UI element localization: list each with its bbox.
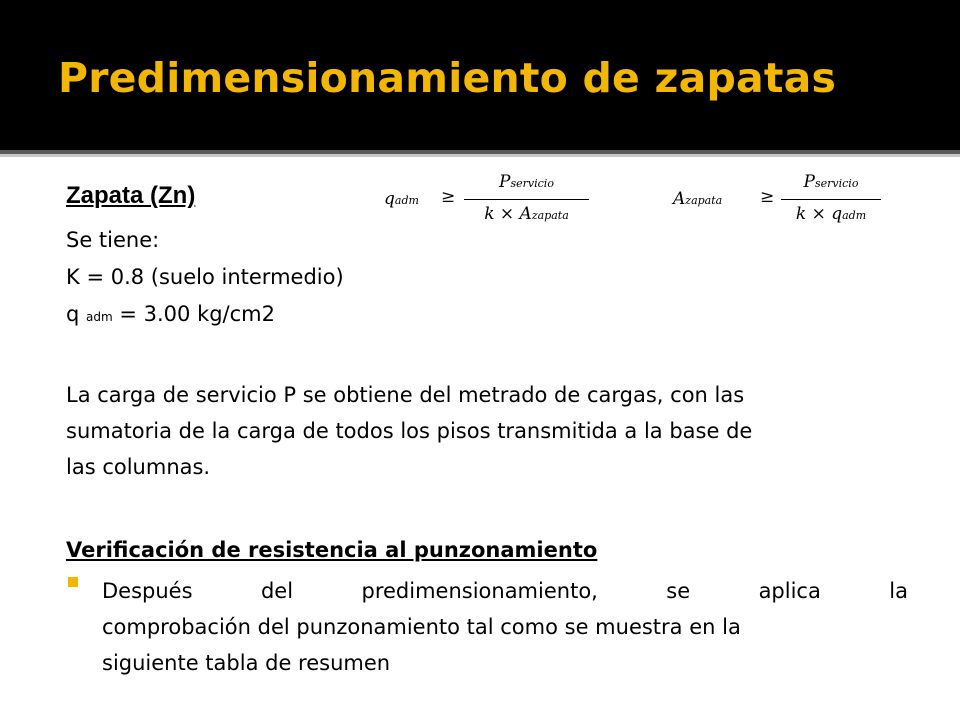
formula-denominator: k × qadm	[795, 204, 867, 224]
formula-relation: ≥	[760, 187, 775, 207]
formula-lhs: Azapata	[673, 189, 723, 209]
verification-heading: Verificación de resistencia al punzonamiento	[66, 538, 598, 562]
bullet-marker	[68, 577, 78, 587]
slide-title: Predimensionamiento de zapatas	[58, 54, 837, 102]
paragraph-line: las columnas.	[66, 455, 211, 479]
qadm-symbol: q	[66, 302, 87, 326]
formula-lhs: qadm	[384, 189, 419, 209]
qadm-value	[66, 302, 275, 326]
formula-numerator: Pservicio	[803, 172, 859, 192]
paragraph-line: La carga de servicio P se obtiene del metrado de cargas, con las	[66, 383, 745, 407]
formula-relation: ≥	[441, 187, 456, 207]
formula-denominator: k × Azapata	[484, 204, 569, 224]
formula-qadm	[384, 172, 594, 232]
title-divider-light	[0, 154, 960, 157]
bullet-line: comprobación del punzonamiento tal como se muestra en la	[102, 615, 741, 639]
bullet-line: Después del predimensionamiento, se aplica la	[102, 579, 908, 603]
title-bar	[0, 0, 960, 150]
bullet-line: siguiente tabla de resumen	[102, 651, 391, 675]
formula-numerator: Pservicio	[499, 172, 554, 192]
section-heading: Zapata (Zn)	[66, 182, 196, 209]
fraction-bar	[464, 199, 589, 200]
service-load-paragraph	[66, 377, 911, 485]
formula-azapata	[673, 172, 888, 232]
fraction-bar	[781, 199, 881, 200]
qadm-amount: = 3.00 kg/cm2	[112, 302, 275, 326]
given-label: Se tiene:	[66, 228, 160, 252]
k-value: K = 0.8 (suelo intermedio)	[66, 265, 344, 289]
verification-bullet	[102, 573, 908, 681]
qadm-subscript: adm	[86, 310, 113, 324]
paragraph-line: sumatoria de la carga de todos los pisos transmitida a la base de	[66, 419, 753, 443]
